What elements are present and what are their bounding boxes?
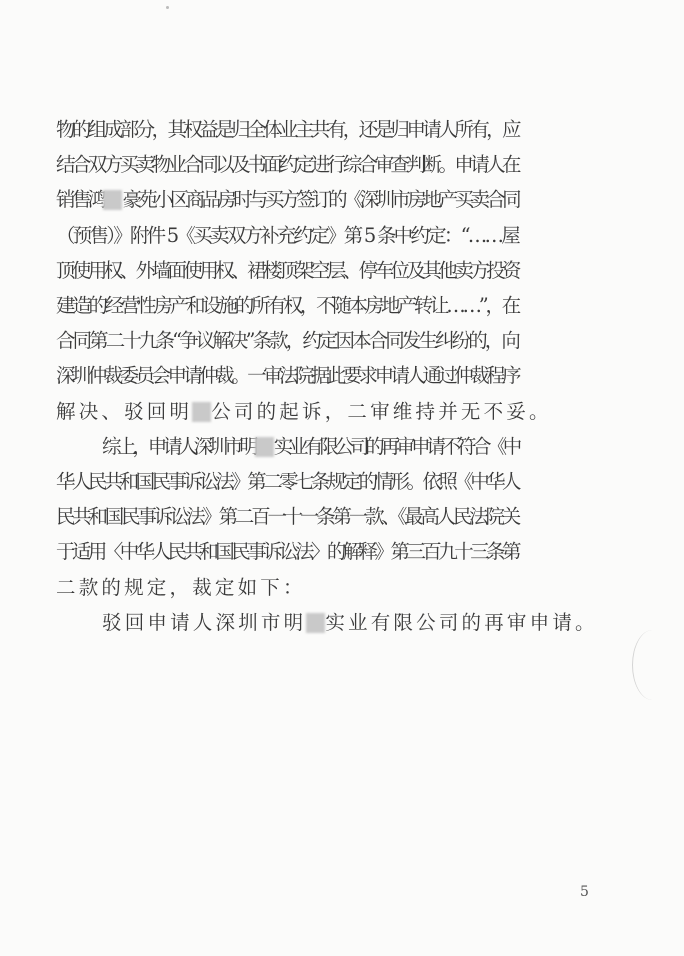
text-segment: 公司的起诉，二审维持并无不妥。 — [211, 399, 552, 423]
text-segment: 销售鸿 — [56, 188, 104, 212]
redaction-block — [306, 613, 325, 633]
text-line — [56, 292, 518, 320]
scan-speck — [166, 6, 169, 9]
page-number: 5 — [580, 884, 589, 900]
text-line — [56, 327, 518, 355]
text-line — [56, 151, 518, 179]
text-line — [56, 116, 518, 144]
text-segment: 解决、驳回明 — [56, 399, 193, 423]
text-line — [56, 398, 552, 426]
text-segment: 物的组成部分，其权益是归全体业主共有，还是归申请人所有，应 — [56, 118, 518, 141]
text-line — [56, 468, 518, 496]
text-line — [56, 503, 518, 531]
text-line — [102, 433, 518, 461]
text-segment: 综上，申请人深圳市明 — [102, 434, 255, 458]
text-segment: 驳回申请人深圳市明 — [102, 610, 307, 634]
scan-mark — [632, 630, 673, 700]
text-segment: 深圳仲裁委员会申请仲裁。一审法院据此要求申请人通过仲裁程序 — [56, 364, 518, 388]
text-line — [56, 257, 518, 285]
text-segment: 建造的经营性房产和设施的所有权，不随本房地产转让……”，在 — [56, 294, 518, 317]
redaction-block — [255, 437, 274, 457]
text-segment: 民共和国民事诉讼法》第二百一十一条第一款、《最高人民法院关 — [56, 505, 518, 529]
text-line — [56, 574, 518, 602]
redaction-block — [103, 190, 122, 210]
redaction-block — [192, 402, 211, 422]
text-segment: 于适用〈中华人民共和国民事诉讼法〉的解释》第三百九十三条第 — [56, 540, 518, 564]
text-line — [102, 609, 598, 637]
text-segment: 华人民共和国民事诉讼法》第二零七条规定的情形。依照《中华人 — [56, 470, 518, 493]
text-segment: 二款的规定，裁定如下： — [56, 575, 306, 599]
text-segment: 实业有限公司的再审申请。 — [325, 610, 598, 634]
text-segment: 豪苑小区商品房时与买方签订的《深圳市房地产买卖合同 — [122, 188, 518, 212]
text-segment: 顶使用权、外墙面使用权、裙楼顶架空层、停车位及其他卖方投资 — [56, 258, 518, 282]
text-segment: （预售）》附件 5《买卖双方补充约定》第 5 条中约定：“……屋 — [56, 223, 518, 247]
text-line — [56, 362, 518, 390]
text-line — [56, 186, 518, 214]
text-segment: 实业有限公司的再审申请不符合《中 — [273, 434, 518, 458]
text-segment: 合同第二十九条“争议解决”条款，约定因本合同发生纠纷的，向 — [56, 329, 518, 353]
text-line — [56, 222, 518, 250]
text-segment: 结合双方买卖物业合同以及书面约定进行综合审查判断。申请人在 — [56, 153, 518, 177]
text-line — [56, 538, 518, 566]
